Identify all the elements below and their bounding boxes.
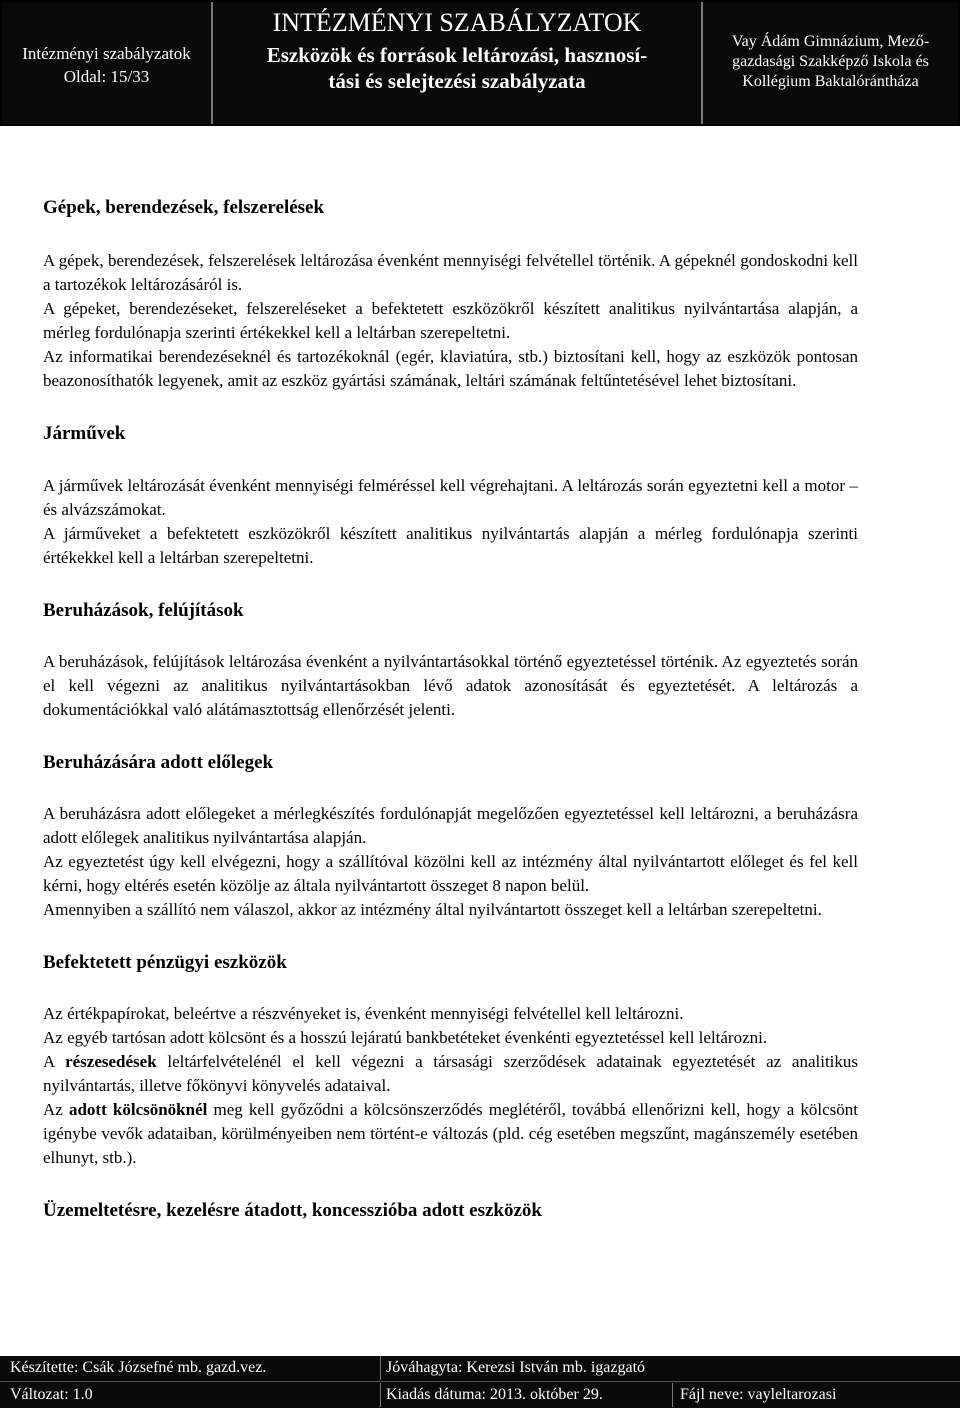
footer-divider bbox=[380, 1356, 381, 1380]
paragraph: Az informatikai berendezéseknél és tartozékoknál (egér, klaviatúra, stb.) biztosítani kell, hogy az eszközök pontosan beazonosíthatók legyenek, amit az eszköz gyártási számának, leltári számának feltűntetésével lehet biztosítani. bbox=[43, 347, 858, 390]
header-subtitle-line2: tási és selejtezési szabályzata bbox=[328, 69, 586, 93]
paragraph: A gépek, berendezések, felszerelések leltározása évenként mennyiségi felvétellel történik. A gépeknél gondoskodni kell a tartozékok leltározásáról is. bbox=[43, 251, 858, 294]
text-run: Az bbox=[43, 1100, 69, 1119]
document-header bbox=[0, 0, 960, 126]
footer-issue-date: Kiadás dátuma: 2013. október 29. bbox=[386, 1386, 603, 1403]
header-left-cell bbox=[2, 2, 213, 124]
section-heading-gepek: Gépek, berendezések, felszerelések bbox=[43, 197, 325, 218]
section-jarmuvek bbox=[43, 474, 858, 570]
section-penzugyi bbox=[43, 1002, 858, 1170]
bold-term: részesedések bbox=[65, 1052, 157, 1071]
paragraph: Az értékpapírokat, beleértve a részvényeket is, évenként mennyiségi felvétellel kell leltározni. bbox=[43, 1004, 684, 1023]
footer-divider bbox=[0, 1381, 960, 1382]
section-heading-jarmuvek: Járművek bbox=[43, 423, 126, 444]
text-run: A bbox=[43, 1052, 66, 1071]
document-footer bbox=[0, 1356, 960, 1408]
header-page-number: Oldal: 15/33 bbox=[63, 67, 150, 86]
footer-divider bbox=[672, 1383, 673, 1407]
paragraph: Az egyeztetést úgy kell elvégezni, hogy a szállítóval közölni kell az intézmény által nyilvántartott előleget és fel kell kérni, hogy eltérés esetén közölje az általa nyilvántartott összeget 8 napon belül. bbox=[43, 852, 858, 895]
header-institution-line1: Vay Ádám Gimnázium, Mező- bbox=[731, 33, 930, 50]
paragraph bbox=[43, 1050, 858, 1098]
section-eloleg bbox=[43, 802, 858, 922]
footer-row-2 bbox=[0, 1383, 960, 1407]
section-heading-penzugyi: Befektetett pénzügyi eszközök bbox=[43, 952, 287, 973]
footer-file-name: Fájl neve: vayleltarozasi bbox=[680, 1386, 837, 1403]
text-run: leltárfelvételénél el kell végezni a társasági szerződések adatainak egyeztetését az analitikus nyilvántartás, illetve főkönyvi könyvelés adataival. bbox=[43, 1052, 859, 1095]
paragraph: Amennyiben a szállító nem válaszol, akkor az intézmény által nyilvántartott összeget kell a leltárban szerepeltetni. bbox=[43, 900, 822, 919]
section-heading-eloleg: Beruházására adott előlegek bbox=[43, 752, 274, 773]
header-institution-line2: gazdasági Szakképző Iskola és bbox=[732, 53, 929, 70]
paragraph: A járműveket a befektetett eszközökről készített analitikus nyilvántartás alapján a mérleg fordulónapja szerinti értékekkel kell a leltárban szerepeltetni. bbox=[43, 524, 858, 567]
text-run: meg kell győződni a kölcsönszerződés meglétéről, továbbá ellenőrizni kell, hogy a kölcsönt igénybe vevők adataiban, körülményeiben nem történt-e változás (pld. cég esetében megszűnt, magánszemély esetében elhunyt, stb.). bbox=[43, 1100, 859, 1167]
header-title-cell bbox=[213, 2, 703, 124]
section-heading-uzemeltetes: Üzemeltetésre, kezelésre átadott, koncesszióba adott eszközök bbox=[43, 1200, 542, 1221]
footer-divider bbox=[380, 1383, 381, 1407]
header-title: INTÉZMÉNYI SZABÁLYZATOK bbox=[272, 8, 642, 37]
paragraph: A beruházásra adott előlegeket a mérlegkészítés fordulónapját megelőzően egyeztetéssel kell leltározni, a beruházásra adott előlegek analitikus nyilvántartása alapján. bbox=[43, 804, 858, 847]
header-subtitle-line1: Eszközök és források leltározási, hasznosí- bbox=[266, 43, 648, 67]
header-institution-cell bbox=[703, 2, 958, 124]
section-beruhazasok bbox=[43, 650, 858, 722]
footer-row-1 bbox=[0, 1356, 960, 1380]
paragraph bbox=[43, 1098, 858, 1170]
paragraph: A járművek leltározását évenként mennyiségi felméréssel kell végrehajtani. A leltározás során egyeztetni kell a motor – és alvázszámokat. bbox=[43, 476, 858, 519]
paragraph: A gépeket, berendezéseket, felszereléseket a befektetett eszközökről készített analitikus nyilvántartása alapján, a mérleg fordulónapja szerinti értékekkel kell a leltárban szerepeltetni. bbox=[43, 299, 858, 342]
section-heading-beruhazasok: Beruházások, felújítások bbox=[43, 600, 244, 621]
paragraph: Az egyéb tartósan adott kölcsönt és a hosszú lejáratú bankbetéteket évenkénti egyeztetéssel kell leltározni. bbox=[43, 1028, 768, 1047]
footer-prepared-by: Készítette: Csák Józsefné mb. gazd.vez. bbox=[10, 1359, 267, 1376]
footer-version: Változat: 1.0 bbox=[10, 1386, 93, 1403]
header-doc-type: Intézményi szabályzatok bbox=[22, 44, 191, 63]
bold-term: adott kölcsönöknél bbox=[68, 1100, 208, 1119]
header-institution-line3: Kollégium Baktalórántháza bbox=[742, 73, 919, 90]
section-gepek bbox=[43, 249, 858, 393]
paragraph: A beruházások, felújítások leltározása évenként a nyilvántartásokkal történő egyeztetéssel történik. Az egyeztetés során el kell végezni az analitikus nyilvántartásokban lévő adatok azonosítását és egyeztetését. A leltározás a dokumentációkkal való alátámasztottság ellenőrzését jelenti. bbox=[43, 652, 858, 719]
footer-approved-by: Jóváhagyta: Kerezsi István mb. igazgató bbox=[386, 1359, 646, 1376]
document-body bbox=[43, 196, 858, 1223]
